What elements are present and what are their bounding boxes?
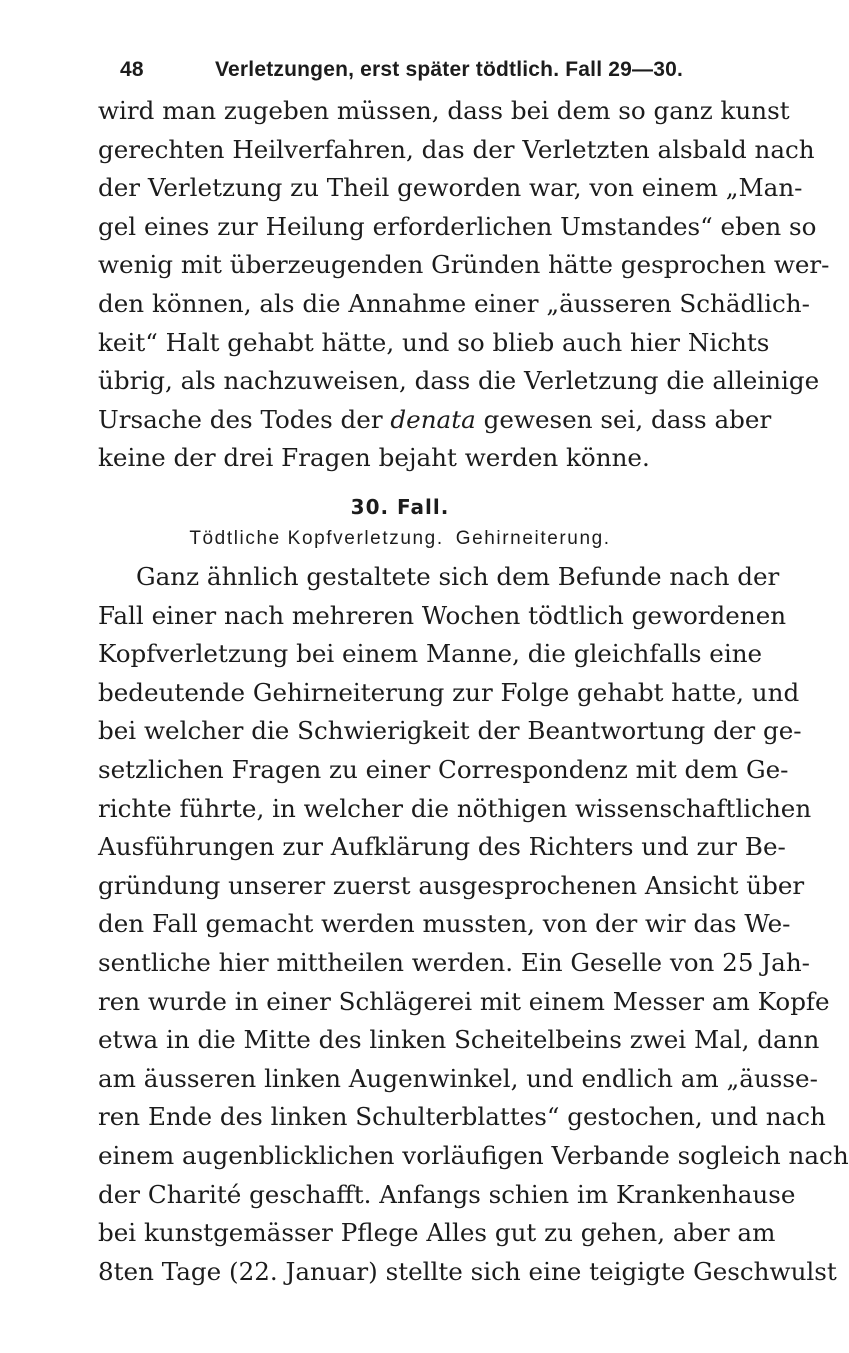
text-line: gerechten Heilverfahren, das der Verletzten alsbald nach xyxy=(98,134,815,164)
text-line: etwa in die Mitte des linken Scheitelbeins zwei Mal, dann xyxy=(98,1025,820,1055)
paragraph-1 xyxy=(98,92,830,478)
text-line: Kopfverletzung bei einem Manne, die gleichfalls eine xyxy=(98,639,763,669)
case-heading: 30. Fall. xyxy=(350,495,450,519)
italic-term: denata xyxy=(390,404,476,434)
case-subtitle xyxy=(0,528,800,550)
case-subtitle-part: Tödtliche Kopfverletzung. xyxy=(189,528,444,549)
page-number: 48 xyxy=(120,58,144,81)
text-line: einem augenblicklichen vorläufigen Verbande sogleich nach xyxy=(98,1140,849,1170)
text-line: Ausführungen zur Aufklärung des Richters und zur Be- xyxy=(98,832,786,862)
text-line: Ganz ähnlich gestaltete sich dem Befunde nach der xyxy=(136,562,780,591)
text-line: richte führte, in welcher die nöthigen wissenschaftlichen xyxy=(98,793,812,823)
text-line: gel eines zur Heilung erforderlichen Umstandes“ eben so xyxy=(98,211,817,241)
text-line-with-italic xyxy=(98,401,772,440)
text-line: Fall einer nach mehreren Wochen tödtlich gewordenen xyxy=(98,600,787,630)
text-line: bedeutende Gehirneiterung zur Folge gehabt hatte, und xyxy=(98,677,800,707)
text-line: ren Ende des linken Schulterblattes“ gestochen, und nach xyxy=(98,1102,826,1132)
text-line: der Charité geschafft. Anfangs schien im Krankenhause xyxy=(98,1179,796,1209)
text-fragment: gewesen sei, dass aber xyxy=(483,404,772,434)
case-subtitle-part: Gehirneiterung. xyxy=(455,528,611,549)
text-line: wird man zugeben müssen, dass bei dem so ganz kunst xyxy=(98,96,790,125)
text-line: sentliche hier mittheilen werden. Ein Geselle von 25 Jah- xyxy=(98,947,810,977)
text-line: ren wurde in einer Schlägerei mit einem Messer am Kopfe xyxy=(98,986,830,1016)
text-line: gründung unserer zuerst ausgesprochenen Ansicht über xyxy=(98,870,805,900)
text-line: bei kunstgemässer Pflege Alles gut zu gehen, aber am xyxy=(98,1218,776,1248)
text-line: 8ten Tage (22. Januar) stellte sich eine teigigte Geschwulst xyxy=(98,1256,837,1286)
text-fragment: Ursache des Todes der xyxy=(98,404,383,434)
running-head xyxy=(120,58,730,88)
running-head-title: Verletzungen, erst später tödtlich. Fall 29—30. xyxy=(215,58,684,81)
text-line: wenig mit überzeugenden Gründen hätte gesprochen wer- xyxy=(98,250,830,280)
text-line: übrig, als nachzuweisen, dass die Verletzung die alleinige xyxy=(98,366,820,396)
text-line: setzlichen Fragen zu einer Correspondenz mit dem Ge- xyxy=(98,754,789,784)
text-line: der Verletzung zu Theil geworden war, von einem „Man- xyxy=(98,173,803,203)
text-line: am äusseren linken Augenwinkel, und endlich am „äusse- xyxy=(98,1063,818,1093)
paragraph-2 xyxy=(98,558,849,1291)
text-line: keit“ Halt gehabt hätte, und so blieb auch hier Nichts xyxy=(98,327,770,357)
text-line: keine der drei Fragen bejaht werden könne. xyxy=(98,443,650,473)
text-line: bei welcher die Schwierigkeit der Beantwortung der ge- xyxy=(98,716,802,746)
text-line: den können, als die Annahme einer „äusseren Schädlich- xyxy=(98,288,810,318)
text-line: den Fall gemacht werden mussten, von der wir das We- xyxy=(98,909,791,939)
